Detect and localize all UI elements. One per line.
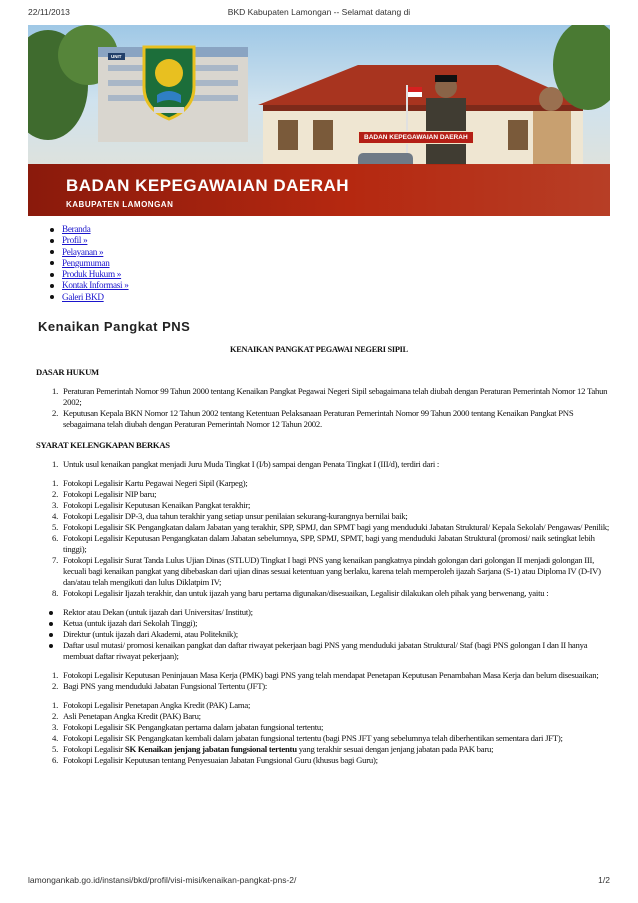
- organization-name: BADAN KEPEGAWAIAN DAERAH: [66, 176, 350, 195]
- article-body: [28, 344, 610, 766]
- list-item: 5. Fotokopi Legalisir SK Pengangkatan dalam Jabatan yang terakhir, SPP, SPMJ, dan SPMT bagi yang menduduki Jabatan Struktural/ Kepala Sekolah/ Pengawas/ Penilik;: [51, 522, 610, 532]
- list-item: 1. Fotokopi Legalisir Kartu Pegawai Negeri Sipil (Karpeg);: [51, 478, 248, 488]
- list-item: Rektor atau Dekan (untuk ijazah dari Universitas/ Institut);: [52, 607, 610, 618]
- nav-link-pengumuman[interactable]: Pengumuman: [62, 257, 110, 268]
- nav-item-kontak-informasi: [50, 280, 129, 291]
- list-item: 1. Fotokopi Legalisir Penetapan Angka Kredit (PAK) Lama;: [51, 700, 251, 710]
- nav-link-kontak-informasi[interactable]: Kontak Informasi »: [62, 280, 129, 291]
- nav-item-pelayanan: [50, 247, 129, 258]
- site-banner: [28, 25, 610, 216]
- list-item: Ketua (untuk ijazah dari Sekolah Tinggi);: [52, 618, 610, 629]
- lamongan-crest-logo: [140, 43, 198, 121]
- bold-phrase: SK Kenaikan jenjang jabatan fungsional tertentu: [124, 744, 297, 754]
- syarat-heading: SYARAT KELENGKAPAN BERKAS: [36, 440, 170, 450]
- nav-link-produk-hukum[interactable]: Produk Hukum »: [62, 269, 122, 280]
- nav-item-beranda: [50, 224, 129, 235]
- jft-list: [52, 700, 610, 766]
- list-item: Direktur (untuk ijazah dari Akademi, atau Politeknik);: [52, 629, 610, 640]
- list-item: 2. Fotokopi Legalisir NIP baru;: [51, 489, 157, 499]
- list-item: 6. Fotokopi Legalisir Keputusan Pengangkatan dalam Jabatan sebelumnya, SPP, SPMJ, SPMT, bagi yang menduduki Jabatan Struktural (promosi/ naik setingkat lebih tinggi);: [51, 533, 595, 554]
- syarat-intro-list: [52, 459, 610, 470]
- list-item: 1. Untuk usul kenaikan pangkat menjadi Juru Muda Tingkat I (I/b) sampai dengan Penata Tingkat I (III/d), terdiri dari :: [51, 459, 440, 469]
- nav-item-profil: [50, 235, 129, 246]
- list-item: 5. Fotokopi Legalisir SK Kenaikan jenjang jabatan fungsional tertentu yang terakhir sesuai dengan jenjang jabatan pada PAK baru;: [51, 744, 494, 754]
- page-number: 1/2: [598, 875, 610, 885]
- print-footer: [28, 875, 610, 887]
- list-item: 2. Keputusan Kepala BKN Nomor 12 Tahun 2002 tentang Ketentuan Pelaksanaan Peraturan Pemerintah Nomor 99 Tahun 2000 tentang Kenaikan Pangkat PNS sebagaimana telah diubah dengan Peraturan Pemerintah Nomor 12 Tahun 2002.: [51, 408, 574, 429]
- berkas-list: [52, 478, 610, 599]
- nav-item-pengumuman: [50, 258, 129, 269]
- unit-sign: UNIT: [108, 53, 125, 60]
- print-header: [28, 7, 610, 19]
- article-heading: KENAIKAN PANGKAT PEGAWAI NEGERI SIPIL: [230, 345, 408, 354]
- nav-link-galeri-bkd[interactable]: Galeri BKD: [62, 291, 104, 302]
- nav-link-profil[interactable]: Profil »: [62, 235, 88, 246]
- print-page-title: BKD Kabupaten Lamongan -- Selamat datang di: [227, 7, 411, 17]
- list-item: 4. Fotokopi Legalisir DP-3, dua tahun terakhir yang setiap unsur penilaian sekurang-kurangnya bernilai baik;: [51, 511, 408, 521]
- nav-link-pelayanan[interactable]: Pelayanan »: [62, 246, 104, 257]
- page-url: lamongankab.go.id/instansi/bkd/profil/visi-misi/kenaikan-pangkat-pns-2/: [28, 875, 297, 885]
- list-item: 6. Fotokopi Legalisir Keputusan tentang Penyesuaian Jabatan Fungsional Guru (khusus bagi Guru);: [51, 755, 378, 765]
- list-item: 3. Fotokopi Legalisir SK Pengangkatan pertama dalam jabatan fungsional tertentu;: [51, 722, 324, 732]
- list-item: 7. Fotokopi Legalisir Surat Tanda Lulus Ujian Dinas (STLUD) Tingkat I bagi PNS yang kenaikan pangkatnya pindah golongan dari golongan II menjadi golongan III, kecuali bagi kenaikan pangkat yang dibebaskan dari ujian dinas sesuai ketentuan yang berlaku, karena telah memperoleh ijazah Sarjana (S-1) atau Diploma IV (D-IV) dan/atau telah mengikuti dan lulus Diklatpim IV;: [51, 555, 601, 587]
- nav-item-produk-hukum: [50, 269, 129, 280]
- main-nav: [50, 224, 129, 303]
- organization-subtitle: KABUPATEN LAMONGAN: [66, 200, 174, 209]
- list-item: Daftar usul mutasi/ promosi kenaikan pangkat dan daftar riwayat pekerjaan bagi PNS yang menduduki jabatan Struktural/ Staf (bagi PNS golongan I dan II hanya membuat daftar riwayat pekerjaan);: [52, 640, 610, 662]
- list-item: 2. Asli Penetapan Angka Kredit (PAK) Baru;: [51, 711, 201, 721]
- nav-item-galeri-bkd: [50, 292, 129, 303]
- page-title: Kenaikan Pangkat PNS: [38, 319, 191, 334]
- list-item: 3. Fotokopi Legalisir Keputusan Kenaikan Pangkat terakhir;: [51, 500, 251, 510]
- list-item: 2. Bagi PNS yang menduduki Jabatan Fungsional Tertentu (JFT):: [51, 681, 268, 691]
- list-item: 1. Peraturan Pemerintah Nomor 99 Tahun 2000 tentang Kenaikan Pangkat Pegawai Negeri Sipil sebagaimana telah diubah dengan Peraturan Pemerintah Nomor 12 Tahun 2002;: [51, 386, 608, 407]
- nav-link-beranda[interactable]: Beranda: [62, 224, 91, 234]
- print-date: 22/11/2013: [28, 7, 70, 17]
- dasar-hukum-list: [52, 386, 610, 430]
- list-item: 1. Fotokopi Legalisir Keputusan Peninjauan Masa Kerja (PMK) bagi PNS yang telah mendapat Penetapan Keputusan Penambahan Masa Kerja dan belum disesuaikan;: [51, 670, 599, 680]
- list-item: 4. Fotokopi Legalisir SK Pengangkatan kembali dalam jabatan fungsional tertentu (bagi PNS JFT yang sebelumnya telah diberhentikan sementara dari JFT);: [51, 733, 563, 743]
- pmk-list: [52, 670, 610, 692]
- legalisir-list: [52, 607, 610, 662]
- building-sign: BADAN KEPEGAWAIAN DAERAH: [358, 131, 474, 144]
- dasar-hukum-heading: DASAR HUKUM: [36, 367, 99, 377]
- list-item: 8. Fotokopi Legalisir Ijazah terakhir, dan untuk ijazah yang baru pertama digunakan/disesuaikan, Legalisir dilakukan oleh pihak yang berwenang, yaitu :: [51, 588, 549, 598]
